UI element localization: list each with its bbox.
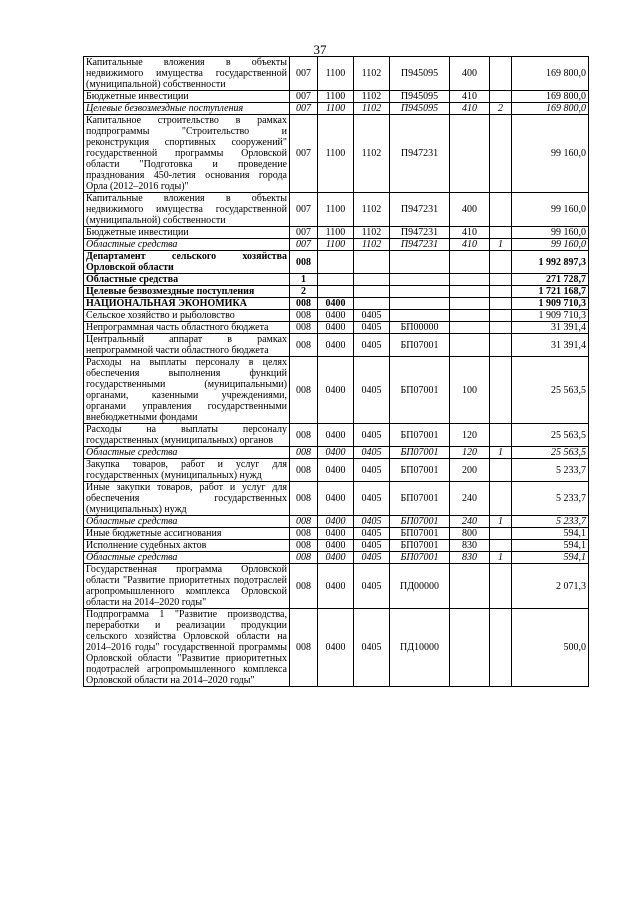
target-item-code: БП07001 (390, 552, 450, 564)
target-item-code: П947231 (390, 239, 450, 251)
target-item-code: БП00000 (390, 322, 450, 334)
table-row (84, 564, 589, 609)
table-row (84, 528, 589, 540)
table-row (84, 322, 589, 334)
admin-code: 008 (290, 251, 318, 274)
page-number: 37 (313, 42, 327, 57)
target-item-code: БП07001 (390, 424, 450, 447)
funding-source-code (490, 540, 512, 552)
target-item-code: П945095 (390, 57, 450, 91)
amount: 31 391,4 (512, 334, 589, 357)
row-name: НАЦИОНАЛЬНАЯ ЭКОНОМИКА (84, 298, 290, 310)
subsection-code: 0405 (354, 516, 390, 528)
subsection-code: 0405 (354, 357, 390, 424)
target-item-code: БП07001 (390, 516, 450, 528)
funding-source-code (490, 357, 512, 424)
subsection-code: 1102 (354, 227, 390, 239)
row-name: Государственная программа Орловской области "Развитие приоритетных подотраслей агропромышленного комплекса Орловской области на 2014–2020 годы" (84, 564, 290, 609)
admin-code: 008 (290, 552, 318, 564)
funding-source-code (490, 227, 512, 239)
section-code: 0400 (318, 482, 354, 516)
funding-source-code (490, 57, 512, 91)
admin-code: 007 (290, 193, 318, 227)
expense-type-code: 400 (450, 193, 490, 227)
subsection-code: 0405 (354, 424, 390, 447)
table-row (84, 552, 589, 564)
row-name: Закупка товаров, работ и услуг для государственных (муниципальных) нужд (84, 459, 290, 482)
row-name: Целевые безвозмездные поступления (84, 286, 290, 298)
admin-code: 008 (290, 447, 318, 459)
section-code: 1100 (318, 57, 354, 91)
expense-type-code (450, 274, 490, 286)
funding-source-code (490, 322, 512, 334)
table-row (84, 540, 589, 552)
row-name: Иные бюджетные ассигнования (84, 528, 290, 540)
expense-type-code: 400 (450, 57, 490, 91)
section-code: 1100 (318, 227, 354, 239)
admin-code: 007 (290, 239, 318, 251)
admin-code: 008 (290, 564, 318, 609)
target-item-code (390, 298, 450, 310)
funding-source-code (490, 274, 512, 286)
admin-code: 008 (290, 310, 318, 322)
admin-code: 007 (290, 115, 318, 193)
subsection-code: 1102 (354, 115, 390, 193)
row-name: Областные средства (84, 239, 290, 251)
amount: 99 160,0 (512, 193, 589, 227)
amount: 31 391,4 (512, 322, 589, 334)
amount: 594,1 (512, 528, 589, 540)
subsection-code: 1102 (354, 239, 390, 251)
row-name: Областные средства (84, 274, 290, 286)
row-name: Целевые безвозмездные поступления (84, 103, 290, 115)
row-name: Центральный аппарат в рамках непрограммной части областного бюджета (84, 334, 290, 357)
target-item-code: БП07001 (390, 482, 450, 516)
row-name: Расходы на выплаты персоналу в целях обеспечения выполнения функций государственными (муниципальными) органами, казенными учреждениями, органами управления государственными внебюджетными фондами (84, 357, 290, 424)
section-code: 1100 (318, 115, 354, 193)
expense-type-code (450, 334, 490, 357)
subsection-code: 1102 (354, 57, 390, 91)
table-row (84, 193, 589, 227)
table-row (84, 227, 589, 239)
funding-source-code (490, 91, 512, 103)
section-code: 0400 (318, 424, 354, 447)
target-item-code: БП07001 (390, 334, 450, 357)
subsection-code: 1102 (354, 193, 390, 227)
admin-code: 008 (290, 334, 318, 357)
funding-source-code (490, 528, 512, 540)
funding-source-code: 1 (490, 239, 512, 251)
funding-source-code (490, 609, 512, 687)
target-item-code (390, 274, 450, 286)
section-code: 0400 (318, 334, 354, 357)
target-item-code: П947231 (390, 115, 450, 193)
row-name: Непрограммная часть областного бюджета (84, 322, 290, 334)
table-row (84, 239, 589, 251)
admin-code: 008 (290, 516, 318, 528)
target-item-code: БП07001 (390, 447, 450, 459)
row-name: Бюджетные инвестиции (84, 227, 290, 239)
expense-type-code (450, 310, 490, 322)
target-item-code (390, 286, 450, 298)
amount: 500,0 (512, 609, 589, 687)
amount: 1 909 710,3 (512, 310, 589, 322)
expense-type-code: 120 (450, 424, 490, 447)
admin-code: 007 (290, 227, 318, 239)
amount: 1 721 168,7 (512, 286, 589, 298)
section-code: 0400 (318, 609, 354, 687)
funding-source-code (490, 564, 512, 609)
table-row (84, 251, 589, 274)
subsection-code: 1102 (354, 91, 390, 103)
section-code (318, 274, 354, 286)
target-item-code: БП07001 (390, 540, 450, 552)
expense-type-code: 240 (450, 516, 490, 528)
target-item-code (390, 251, 450, 274)
expense-type-code: 410 (450, 227, 490, 239)
table-row (84, 103, 589, 115)
subsection-code: 0405 (354, 609, 390, 687)
funding-source-code (490, 298, 512, 310)
amount: 1 909 710,3 (512, 298, 589, 310)
target-item-code: БП07001 (390, 528, 450, 540)
admin-code: 008 (290, 298, 318, 310)
section-code: 0400 (318, 564, 354, 609)
amount: 99 160,0 (512, 115, 589, 193)
subsection-code: 0405 (354, 459, 390, 482)
row-name: Капитальное строительство в рамках подпрограммы "Строительство и реконструкция спортивных сооружений" государственной программы Орловской области "Подготовка и проведение празднования 450-летия основания города Орла (2012–2016 годы)" (84, 115, 290, 193)
target-item-code: П945095 (390, 91, 450, 103)
target-item-code: П945095 (390, 103, 450, 115)
admin-code: 008 (290, 459, 318, 482)
admin-code: 008 (290, 322, 318, 334)
expense-type-code (450, 564, 490, 609)
admin-code: 007 (290, 91, 318, 103)
target-item-code (390, 310, 450, 322)
table-row (84, 274, 589, 286)
expense-type-code: 830 (450, 552, 490, 564)
row-name: Областные средства (84, 447, 290, 459)
amount: 1 992 897,3 (512, 251, 589, 274)
amount: 25 563,5 (512, 424, 589, 447)
subsection-code (354, 286, 390, 298)
funding-source-code: 2 (490, 103, 512, 115)
admin-code: 008 (290, 609, 318, 687)
admin-code: 1 (290, 274, 318, 286)
row-name: Иные закупки товаров, работ и услуг для обеспечения государственных (муниципальных) нужд (84, 482, 290, 516)
admin-code: 008 (290, 424, 318, 447)
section-code: 1100 (318, 193, 354, 227)
section-code: 0400 (318, 447, 354, 459)
expense-type-code: 410 (450, 91, 490, 103)
subsection-code (354, 251, 390, 274)
expense-type-code: 200 (450, 459, 490, 482)
table-row (84, 424, 589, 447)
table-row (84, 298, 589, 310)
section-code: 0400 (318, 298, 354, 310)
amount: 5 233,7 (512, 459, 589, 482)
funding-source-code (490, 115, 512, 193)
row-name: Бюджетные инвестиции (84, 91, 290, 103)
section-code: 0400 (318, 357, 354, 424)
target-item-code: БП07001 (390, 459, 450, 482)
section-code (318, 286, 354, 298)
row-name: Областные средства (84, 516, 290, 528)
section-code: 0400 (318, 322, 354, 334)
table-row (84, 609, 589, 687)
table-row (84, 447, 589, 459)
expense-type-code: 100 (450, 357, 490, 424)
funding-source-code (490, 459, 512, 482)
amount: 169 800,0 (512, 91, 589, 103)
amount: 169 800,0 (512, 57, 589, 91)
amount: 25 563,5 (512, 357, 589, 424)
expense-type-code: 120 (450, 447, 490, 459)
subsection-code: 0405 (354, 334, 390, 357)
funding-source-code (490, 251, 512, 274)
table-row (84, 57, 589, 91)
funding-source-code (490, 424, 512, 447)
amount: 99 160,0 (512, 239, 589, 251)
expense-type-code (450, 115, 490, 193)
section-code: 0400 (318, 540, 354, 552)
section-code: 1100 (318, 103, 354, 115)
row-name: Капитальные вложения в объекты недвижимого имущества государственной (муниципальной) собственности (84, 193, 290, 227)
section-code: 1100 (318, 239, 354, 251)
subsection-code: 0405 (354, 482, 390, 516)
amount: 5 233,7 (512, 482, 589, 516)
subsection-code: 0405 (354, 447, 390, 459)
admin-code: 007 (290, 103, 318, 115)
section-code: 1100 (318, 91, 354, 103)
amount: 99 160,0 (512, 227, 589, 239)
expense-type-code (450, 251, 490, 274)
funding-source-code: 1 (490, 516, 512, 528)
table-row (84, 286, 589, 298)
funding-source-code (490, 193, 512, 227)
table-row (84, 334, 589, 357)
funding-source-code: 1 (490, 552, 512, 564)
row-name: Капитальные вложения в объекты недвижимого имущества государственной (муниципальной) собственности (84, 57, 290, 91)
funding-source-code: 1 (490, 447, 512, 459)
row-name: Сельское хозяйство и рыболовство (84, 310, 290, 322)
table-row (84, 357, 589, 424)
admin-code: 008 (290, 482, 318, 516)
target-item-code: ПД00000 (390, 564, 450, 609)
amount: 169 800,0 (512, 103, 589, 115)
row-name: Расходы на выплаты персоналу государственных (муниципальных) органов (84, 424, 290, 447)
table-row (84, 91, 589, 103)
expense-type-code: 240 (450, 482, 490, 516)
table-row (84, 115, 589, 193)
amount: 594,1 (512, 540, 589, 552)
expense-type-code: 800 (450, 528, 490, 540)
section-code: 0400 (318, 528, 354, 540)
funding-source-code (490, 310, 512, 322)
section-code (318, 251, 354, 274)
amount: 271 728,7 (512, 274, 589, 286)
section-code: 0400 (318, 552, 354, 564)
amount: 594,1 (512, 552, 589, 564)
section-code: 0400 (318, 310, 354, 322)
row-name: Исполнение судебных актов (84, 540, 290, 552)
target-item-code: П947231 (390, 193, 450, 227)
expense-type-code (450, 322, 490, 334)
table-row (84, 310, 589, 322)
subsection-code: 0405 (354, 540, 390, 552)
target-item-code: П947231 (390, 227, 450, 239)
amount: 2 071,3 (512, 564, 589, 609)
row-name: Подпрограмма 1 "Развитие производства, переработки и реализации продукции сельского хозяйства Орловской области на 2014–2016 годы" государственной программы Орловской области "Развитие приоритетных подотраслей агропромышленного комплекса Орловской области на 2014–2020 годы" (84, 609, 290, 687)
subsection-code (354, 298, 390, 310)
subsection-code: 0405 (354, 322, 390, 334)
funding-source-code (490, 482, 512, 516)
expense-type-code: 410 (450, 239, 490, 251)
funding-source-code (490, 334, 512, 357)
funding-source-code (490, 286, 512, 298)
subsection-code: 1102 (354, 103, 390, 115)
admin-code: 008 (290, 528, 318, 540)
expense-type-code: 410 (450, 103, 490, 115)
admin-code: 008 (290, 357, 318, 424)
table-row (84, 459, 589, 482)
subsection-code: 0405 (354, 552, 390, 564)
budget-table (83, 56, 589, 687)
subsection-code: 0405 (354, 528, 390, 540)
expense-type-code (450, 286, 490, 298)
target-item-code: БП07001 (390, 357, 450, 424)
target-item-code: ПД10000 (390, 609, 450, 687)
expense-type-code: 830 (450, 540, 490, 552)
subsection-code (354, 274, 390, 286)
subsection-code: 0405 (354, 310, 390, 322)
row-name: Областные средства (84, 552, 290, 564)
section-code: 0400 (318, 459, 354, 482)
admin-code: 2 (290, 286, 318, 298)
section-code: 0400 (318, 516, 354, 528)
table-row (84, 482, 589, 516)
admin-code: 008 (290, 540, 318, 552)
expense-type-code (450, 298, 490, 310)
row-name: Департамент сельского хозяйства Орловской области (84, 251, 290, 274)
subsection-code: 0405 (354, 564, 390, 609)
table-row (84, 516, 589, 528)
admin-code: 007 (290, 57, 318, 91)
amount: 25 563,5 (512, 447, 589, 459)
expense-type-code (450, 609, 490, 687)
amount: 5 233,7 (512, 516, 589, 528)
